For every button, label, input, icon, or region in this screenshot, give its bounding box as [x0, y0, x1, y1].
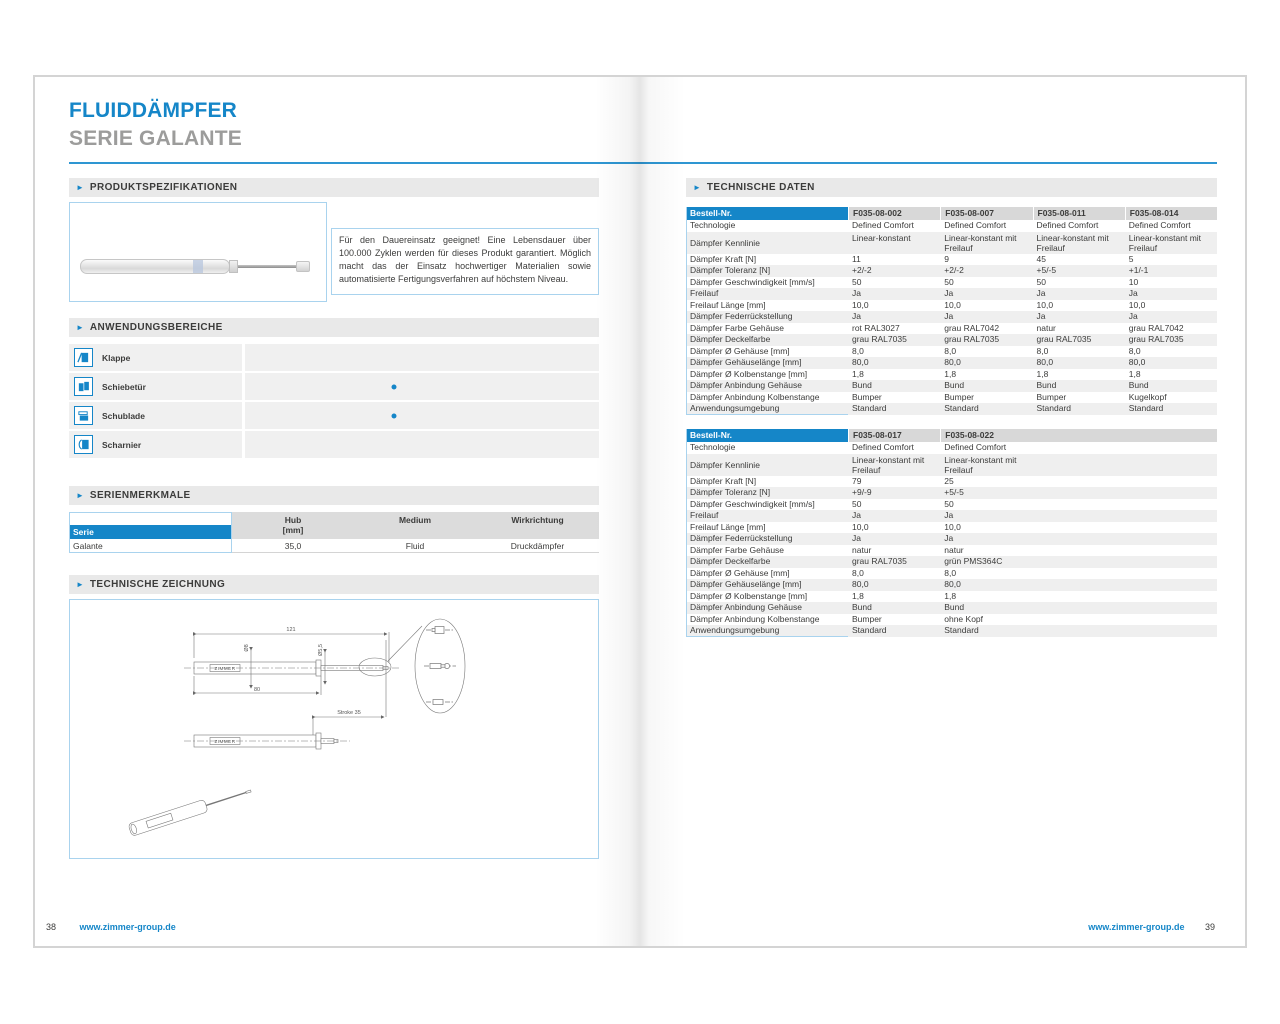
cell-value: Linear-konstant mit Freilauf — [1128, 232, 1202, 253]
row-values — [848, 334, 1217, 346]
row-label: Dämpfer Geschwindigkeit [mm/s] — [690, 276, 815, 287]
application-row — [69, 373, 242, 400]
application-marker-cell — [245, 344, 599, 371]
cell-value: 10,0 — [1128, 299, 1146, 310]
order-number-header: Bestell-Nr. — [686, 429, 848, 442]
row-label: Anwendungsumgebung — [690, 403, 780, 413]
hinge-icon — [74, 435, 93, 454]
table-row — [686, 369, 1217, 381]
row-label: Dämpfer Deckelfarbe — [690, 334, 771, 344]
website-link[interactable]: www.zimmer-group.de — [79, 922, 176, 932]
row-values — [848, 392, 1217, 404]
row-values — [848, 579, 1217, 591]
cell-value: +9/-9 — [852, 487, 872, 497]
table-row — [686, 403, 1217, 415]
table-row — [686, 614, 1217, 626]
cell-value: 10 — [1128, 276, 1139, 287]
row-values — [848, 311, 1217, 323]
table-row — [686, 533, 1217, 545]
cell-value: 80,0 — [852, 579, 869, 589]
brand-logo-drawing: ZIMMER — [214, 739, 236, 744]
damper-band — [193, 260, 203, 273]
row-values — [848, 288, 1217, 300]
cell-value: 1,8 — [944, 368, 957, 379]
cell-value: Ja — [1128, 311, 1138, 321]
cell-value: 9 — [944, 253, 949, 264]
page-subtitle: SERIE GALANTE — [69, 127, 242, 150]
cell-value: Standard — [1036, 403, 1071, 413]
row-label: Technologie — [690, 442, 736, 452]
application-marker-cell — [245, 431, 599, 458]
cell-value: natur — [944, 544, 964, 555]
cell-value: grau RAL7042 — [944, 322, 1000, 333]
row-values — [848, 346, 1217, 358]
cell-value: Bund — [944, 380, 965, 390]
dim-stroke: Stroke 35 — [337, 710, 361, 716]
table-row — [686, 300, 1217, 312]
cell-value: 8,0 — [852, 345, 864, 356]
row-label: Freilauf Länge [mm] — [690, 521, 766, 532]
row-label: Dämpfer Gehäuselänge [mm] — [690, 579, 802, 589]
product-description: Für den Dauereinsatz geeignet! Eine Lebensdauer über 100.000 Zyklen werden für dieses Produkt garantiert. Möglich macht das der Einsatz hochwertiger Materialien sowie automatisierte Fertigungsverfahren auf höchstem Niveau. — [331, 228, 599, 295]
cell-value: 50 — [1036, 276, 1046, 287]
row-label: Dämpfer Ø Kolbenstange [mm] — [690, 368, 808, 379]
cell-value: 1,8 — [852, 368, 864, 379]
series-col-wirkrichtung: Wirkrichtung — [476, 512, 599, 539]
dim-rod-diameter: Ø5,5 — [318, 644, 324, 656]
cell-value: 50 — [852, 276, 862, 287]
cell-value: 45 — [1036, 253, 1046, 264]
cell-value: 80,0 — [1036, 357, 1054, 367]
series-hub-value: 35,0 — [232, 539, 354, 553]
cell-value: Linear-konstant mit Freilauf — [944, 454, 1017, 475]
row-values — [848, 403, 1217, 415]
cell-value: Standard — [852, 625, 887, 635]
table-header-row — [686, 429, 1217, 442]
dim-total-length: 121 — [286, 627, 296, 633]
cell-value: 10,0 — [852, 521, 869, 532]
row-values — [848, 568, 1217, 580]
table-row — [686, 265, 1217, 277]
cell-value: 79 — [852, 475, 862, 486]
cell-value: 10,0 — [852, 299, 869, 310]
cell-value: +5/-5 — [944, 487, 964, 497]
table-row — [686, 602, 1217, 614]
row-values — [848, 369, 1217, 381]
cell-value: 10,0 — [944, 299, 961, 310]
section-arrow-icon: ► — [76, 491, 84, 500]
row-label: Dämpfer Kennlinie — [690, 237, 760, 248]
row-values — [848, 602, 1217, 614]
page-number: 38 — [46, 922, 57, 932]
section-label: PRODUKTSPEZIFIKATIONEN — [89, 182, 238, 193]
tech-table-1 — [686, 207, 1217, 415]
row-label: Dämpfer Farbe Gehäuse — [690, 544, 785, 555]
table-row — [686, 591, 1217, 603]
row-values — [848, 300, 1217, 312]
cell-value: 80,0 — [1128, 357, 1146, 367]
application-marker-cell — [245, 373, 599, 400]
table-row — [686, 499, 1217, 511]
application-marker-cell — [245, 402, 599, 429]
row-label: Dämpfer Kennlinie — [690, 459, 760, 470]
row-label: Dämpfer Anbindung Kolbenstange — [690, 613, 820, 624]
row-label: Dämpfer Ø Gehäuse [mm] — [690, 345, 790, 356]
row-label: Dämpfer Kraft [N] — [690, 253, 757, 264]
section-anwendungsbereiche — [69, 318, 599, 337]
cell-value: Defined Comfort — [944, 220, 1007, 230]
cell-value: 10,0 — [944, 521, 961, 532]
product-header-cells — [848, 429, 1217, 442]
cell-value: Standard — [944, 625, 979, 635]
damper-end-cap — [296, 261, 310, 272]
cell-value: Bund — [1036, 380, 1057, 390]
application-label: Scharnier — [102, 439, 142, 450]
cell-value: +2/-2 — [852, 265, 872, 275]
row-label: Freilauf — [690, 510, 719, 520]
section-label: ANWENDUNGSBEREICHE — [89, 322, 223, 333]
product-column-header: F035-08-007 — [940, 207, 1032, 220]
cell-value: 8,0 — [944, 567, 957, 578]
table-row — [686, 625, 1217, 637]
section-arrow-icon: ► — [76, 580, 84, 589]
row-values — [848, 614, 1217, 626]
series-col-hub: Hub [mm] — [232, 512, 354, 539]
cell-value: +2/-2 — [944, 265, 964, 275]
application-row — [69, 431, 242, 458]
table-row — [686, 288, 1217, 300]
technical-drawing-svg — [70, 600, 598, 858]
cell-value: 1,8 — [1128, 368, 1141, 379]
cell-value: Ja — [852, 288, 861, 298]
cell-value: Bumper — [1036, 391, 1067, 402]
row-values — [848, 442, 1217, 454]
row-label: Dämpfer Ø Gehäuse [mm] — [690, 567, 790, 578]
order-number-header: Bestell-Nr. — [686, 207, 848, 220]
cell-value: Kugelkopf — [1128, 391, 1167, 402]
table-row — [686, 380, 1217, 392]
cell-value: Standard — [1128, 403, 1164, 413]
page-number: 39 — [1204, 922, 1215, 932]
row-values — [848, 232, 1217, 254]
product-column-header: F035-08-017 — [848, 429, 940, 442]
row-values — [848, 625, 1217, 637]
row-label: Dämpfer Toleranz [N] — [690, 487, 771, 497]
cell-value: grau RAL7035 — [1036, 334, 1092, 344]
cell-value: Defined Comfort — [1036, 220, 1099, 230]
table-row — [686, 254, 1217, 266]
table-row — [686, 522, 1217, 534]
row-label: Dämpfer Federrückstellung — [690, 533, 793, 543]
series-header-cell: Serie — [69, 525, 232, 539]
row-values — [848, 357, 1217, 369]
cell-value: Standard — [852, 403, 887, 413]
table-row — [686, 334, 1217, 346]
flap-icon — [74, 348, 93, 367]
row-label: Freilauf — [690, 288, 719, 298]
row-values — [848, 522, 1217, 534]
cell-value: 8,0 — [1036, 345, 1049, 356]
damper-body-image — [80, 259, 230, 274]
cell-value: Bund — [1128, 380, 1149, 390]
table-row — [686, 442, 1217, 454]
row-label: Freilauf Länge [mm] — [690, 299, 766, 310]
sliding-door-icon — [74, 377, 93, 396]
drawer-icon — [74, 406, 93, 425]
cell-value: Ja — [852, 510, 861, 520]
section-label: TECHNISCHE DATEN — [706, 182, 815, 193]
row-values — [848, 556, 1217, 568]
table-row — [686, 392, 1217, 404]
cell-value: Linear-konstant — [852, 232, 911, 243]
row-label: Dämpfer Anbindung Gehäuse — [690, 380, 802, 390]
cell-value: Defined Comfort — [944, 442, 1007, 452]
cell-value: 1,8 — [852, 590, 864, 601]
cell-value: 8,0 — [944, 345, 957, 356]
series-wirkrichtung-value: Druckdämpfer — [476, 539, 599, 553]
cell-value: 50 — [944, 498, 954, 509]
cell-value: Bund — [852, 380, 872, 390]
row-values — [848, 220, 1217, 232]
table-row — [686, 357, 1217, 369]
row-label: Dämpfer Farbe Gehäuse — [690, 322, 785, 333]
cell-value: Bumper — [944, 391, 975, 402]
row-label: Dämpfer Deckelfarbe — [690, 556, 771, 566]
table-row — [686, 454, 1217, 476]
table-row — [686, 346, 1217, 358]
cell-value: natur — [1036, 322, 1056, 333]
damper-rod — [238, 265, 296, 268]
application-label: Schiebetür — [102, 381, 146, 392]
row-label: Dämpfer Gehäuselänge [mm] — [690, 357, 802, 367]
cell-value: Ja — [1036, 288, 1046, 298]
row-label: Dämpfer Toleranz [N] — [690, 265, 771, 275]
cell-value: 25 — [944, 475, 954, 486]
tech-table-2 — [686, 429, 1217, 637]
footer-right — [1088, 922, 1215, 932]
row-values — [848, 265, 1217, 277]
row-values — [848, 533, 1217, 545]
table-row — [686, 556, 1217, 568]
cell-value: grau RAL7042 — [1128, 322, 1184, 333]
row-label: Dämpfer Ø Kolbenstange [mm] — [690, 590, 808, 601]
series-name-cell: Galante — [69, 539, 232, 553]
row-values — [848, 476, 1217, 488]
cell-value: Linear-konstant mit Freilauf — [852, 454, 925, 475]
cell-value: grün PMS364C — [944, 556, 1003, 566]
row-label: Dämpfer Anbindung Gehäuse — [690, 602, 802, 612]
cell-value: natur — [852, 544, 872, 555]
cell-value: Bund — [944, 602, 965, 612]
marker-dot-icon — [391, 413, 396, 418]
row-values — [848, 277, 1217, 289]
cell-value: grau RAL7035 — [944, 334, 1000, 344]
cell-value: Standard — [944, 403, 979, 413]
row-values — [848, 545, 1217, 557]
section-technische-daten — [686, 178, 1217, 197]
cell-value: rot RAL3027 — [852, 322, 900, 333]
table-row — [686, 277, 1217, 289]
dim-body-length: 80 — [253, 687, 261, 693]
section-arrow-icon: ► — [76, 183, 84, 192]
cell-value: grau RAL7035 — [852, 334, 907, 344]
row-values — [848, 254, 1217, 266]
row-label: Dämpfer Geschwindigkeit [mm/s] — [690, 498, 815, 509]
cell-value: Ja — [944, 510, 954, 520]
cell-value: Defined Comfort — [852, 442, 914, 452]
table-row — [686, 220, 1217, 232]
cell-value: +1/-1 — [1128, 265, 1149, 275]
product-photo-box — [69, 202, 327, 302]
row-values — [848, 323, 1217, 335]
product-column-header: F035-08-014 — [1125, 207, 1217, 220]
table-row — [686, 510, 1217, 522]
row-label: Dämpfer Anbindung Kolbenstange — [690, 391, 820, 402]
cell-value: ohne Kopf — [944, 613, 984, 624]
table-row — [686, 323, 1217, 335]
cell-value: Linear-konstant mit Freilauf — [1036, 232, 1109, 253]
row-values — [848, 454, 1217, 476]
product-column-header: F035-08-002 — [848, 207, 940, 220]
section-label: SERIENMERKMALE — [89, 490, 191, 501]
cell-value: Ja — [944, 533, 954, 543]
cell-value: 8,0 — [852, 567, 864, 578]
cell-value: 5 — [1128, 253, 1134, 264]
cell-value: 50 — [852, 498, 862, 509]
cell-value: grau RAL7035 — [852, 556, 907, 566]
page-seam — [595, 77, 685, 946]
footer-left — [46, 922, 176, 932]
row-values — [848, 487, 1217, 499]
table-row — [686, 545, 1217, 557]
series-col-medium: Medium — [354, 512, 476, 539]
marker-dot-icon — [391, 384, 396, 389]
product-column-header: F035-08-022 — [940, 429, 1032, 442]
cell-value: 50 — [944, 276, 954, 287]
cell-value: 1,8 — [944, 590, 957, 601]
technical-drawing — [69, 599, 599, 859]
cell-value: Bumper — [852, 391, 882, 402]
row-values — [848, 380, 1217, 392]
section-technische-zeichnung — [69, 575, 599, 594]
cell-value: Bumper — [852, 613, 882, 624]
row-label: Technologie — [690, 220, 736, 230]
damper-collar — [229, 260, 238, 273]
cell-value: +5/-5 — [1036, 265, 1057, 275]
section-produktspezifikationen — [69, 178, 599, 197]
table-row — [686, 487, 1217, 499]
paper-spread — [33, 75, 1247, 948]
cell-value: Ja — [852, 311, 861, 321]
table-header-row — [686, 207, 1217, 220]
series-medium-value: Fluid — [354, 539, 476, 553]
row-label: Dämpfer Federrückstellung — [690, 311, 793, 321]
cell-value: 80,0 — [944, 579, 961, 589]
cell-value: Ja — [1036, 311, 1046, 321]
table-row — [686, 568, 1217, 580]
cell-value: 80,0 — [944, 357, 961, 367]
cell-value: Bund — [852, 602, 872, 612]
dim-body-diameter: Ø8 — [244, 644, 250, 652]
section-arrow-icon: ► — [693, 183, 701, 192]
application-label: Klappe — [102, 352, 131, 363]
table-row — [686, 311, 1217, 323]
section-serienmerkmale — [69, 486, 599, 505]
cell-value: Defined Comfort — [852, 220, 914, 230]
cell-value: grau RAL7035 — [1128, 334, 1184, 344]
brand-logo-drawing: ZIMMER — [214, 666, 236, 671]
cell-value: Linear-konstant mit Freilauf — [944, 232, 1017, 253]
cell-value: Defined Comfort — [1128, 220, 1191, 230]
row-label: Dämpfer Kraft [N] — [690, 475, 757, 486]
cell-value: 80,0 — [852, 357, 869, 367]
application-row — [69, 344, 242, 371]
cell-value: Ja — [944, 311, 954, 321]
title-rule — [69, 162, 1217, 164]
cell-value: Ja — [944, 288, 954, 298]
table-row — [686, 579, 1217, 591]
cell-value: Ja — [852, 533, 861, 543]
product-column-header: F035-08-011 — [1033, 207, 1125, 220]
table-row — [686, 476, 1217, 488]
cell-value: 1,8 — [1036, 368, 1049, 379]
table-row — [686, 232, 1217, 254]
row-values — [848, 499, 1217, 511]
application-row — [69, 402, 242, 429]
cell-value: 8,0 — [1128, 345, 1141, 356]
row-values — [848, 510, 1217, 522]
section-label: TECHNISCHE ZEICHNUNG — [89, 579, 226, 590]
product-header-cells — [848, 207, 1217, 220]
website-link[interactable]: www.zimmer-group.de — [1088, 922, 1185, 932]
page-title: FLUIDDÄMPFER — [69, 99, 238, 122]
cell-value: 10,0 — [1036, 299, 1054, 310]
row-label: Anwendungsumgebung — [690, 625, 780, 635]
section-arrow-icon: ► — [76, 323, 84, 332]
application-label: Schublade — [102, 410, 145, 421]
row-values — [848, 591, 1217, 603]
cell-value: 11 — [852, 253, 861, 264]
cell-value: Ja — [1128, 288, 1138, 298]
